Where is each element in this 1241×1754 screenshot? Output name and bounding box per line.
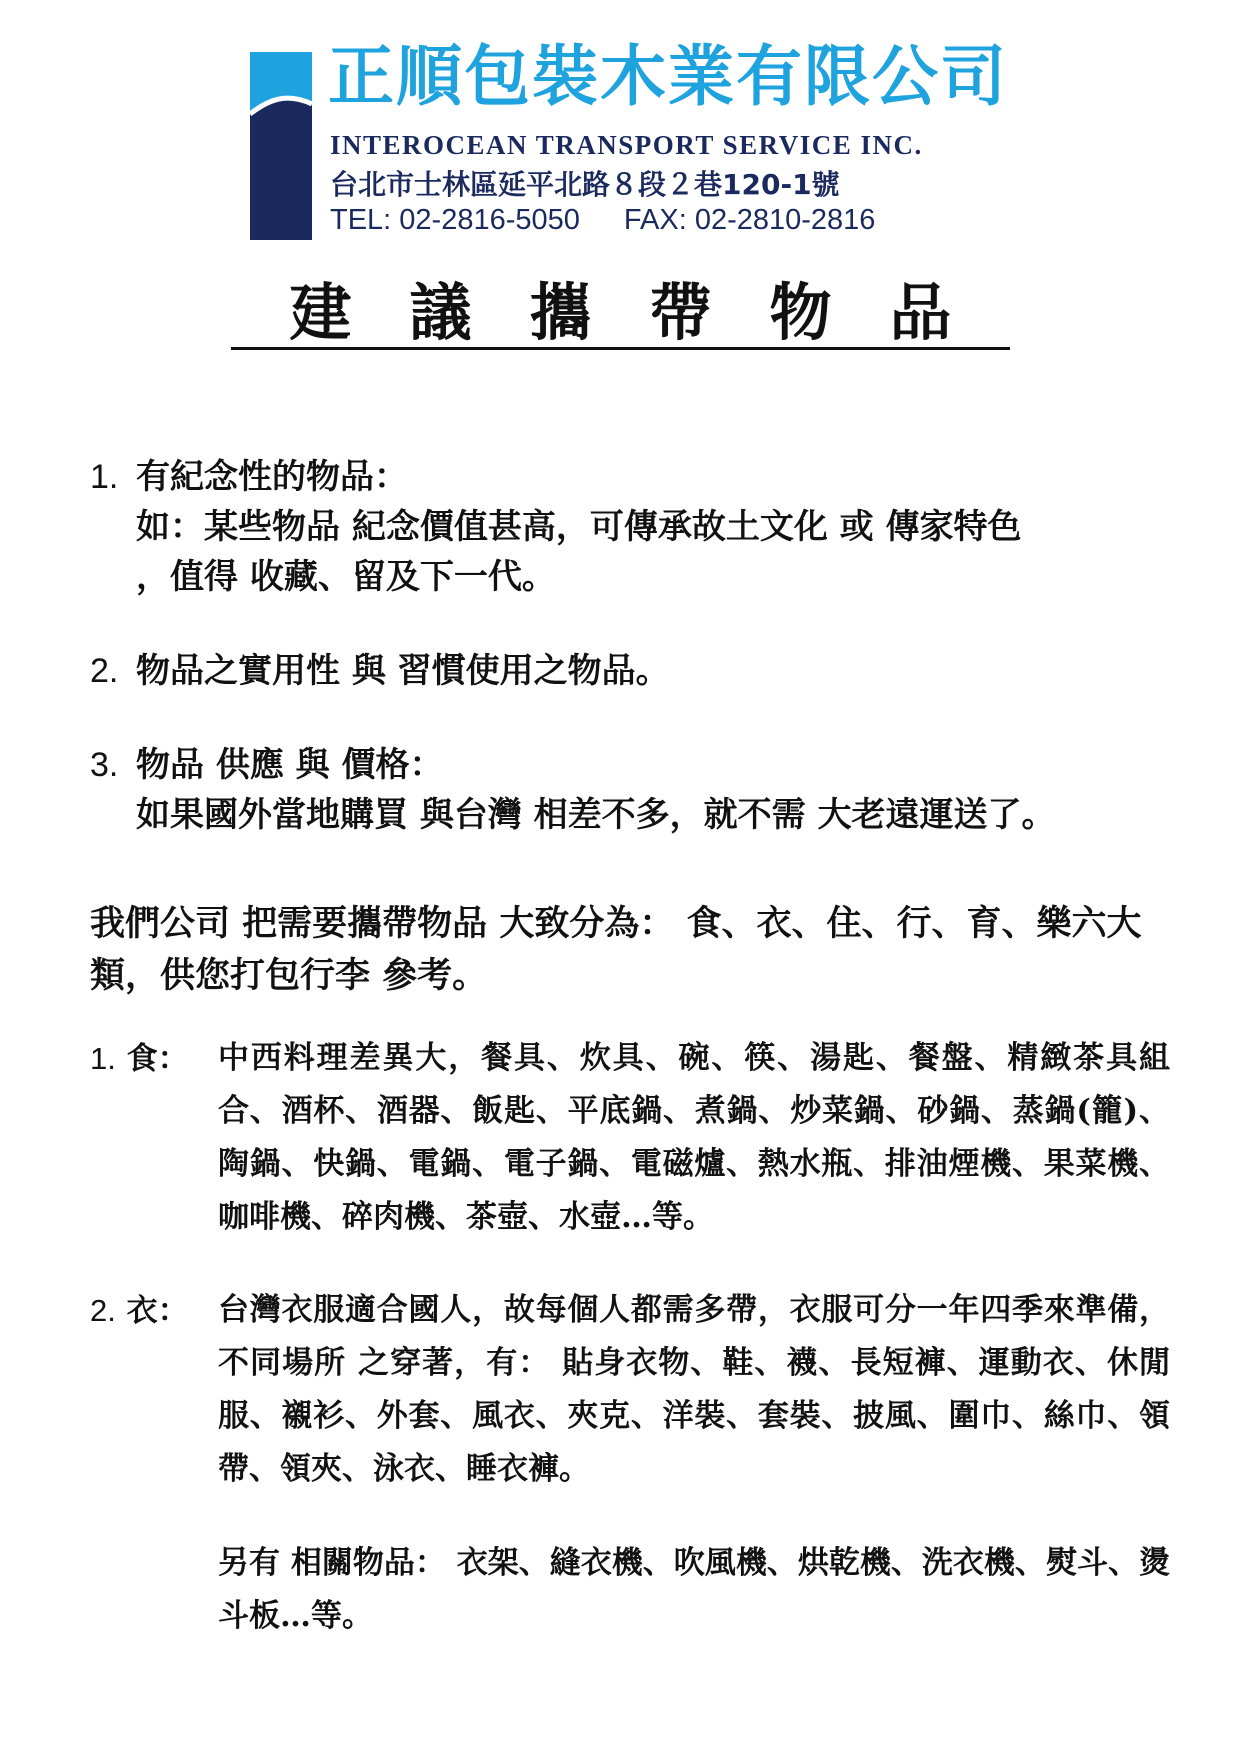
company-name-chinese: 正順包裝木業有限公司 [328,38,1008,115]
category-heading [90,1032,189,1086]
company-name-english: INTEROCEAN TRANSPORT SERVICE INC. [330,130,923,160]
category-food [90,1032,1170,1244]
principle-line: 如果國外當地購買 與台灣 相差不多，就不需 大老遠運送了。 [136,795,1056,835]
principle-line: 物品之實用性 與 習慣使用之物品。 [136,651,670,691]
category-text: 台灣衣服適合國人，故每個人都需多帶，衣服可分一年四季來準備，不同場所 之穿著，有： 貼身衣物、鞋、襪、長短褲、運動衣、休閒服、襯衫、外套、風衣、夾克、洋裝、套裝、披風、圍巾、絲巾、領帶、領夾、泳衣、睡衣褲。 [218,1292,1170,1487]
category-clothing [90,1284,1170,1496]
principle-item [90,740,1170,840]
principle-line: 物品 供應 與 價格： [136,745,444,785]
principle-line: ，值得 收藏、留及下一代。 [136,557,556,597]
principle-number: 3. [90,746,119,784]
principle-line: 有紀念性的物品： [136,457,408,497]
principles-list [90,452,1170,884]
principle-item [90,452,1170,602]
category-text: 中西料理差異大，餐具、炊具、碗、筷、湯匙、餐盤、精緻茶具組合、酒杯、酒器、飯匙、平底鍋、煮鍋、炒菜鍋、砂鍋、蒸鍋(籠)、陶鍋、快鍋、電鍋、電子鍋、電磁爐、熱水瓶、排油煙機、果菜機、咖啡機、碎肉機、茶壺、水壺…等。 [218,1040,1170,1235]
principle-line: 如：某些物品 紀念價值甚高，可傳承故土文化 或 傳家特色 [136,507,1022,547]
telephone: TEL: 02-2816-5050 [330,204,580,236]
company-logo-mark [250,52,312,240]
principle-number: 1. [90,458,119,496]
category-extra-text: 另有 相關物品： 衣架、縫衣機、吹風機、烘乾機、洗衣機、熨斗、燙斗板…等。 [218,1545,1170,1634]
document-title [0,278,1241,350]
category-number: 1. [90,1041,116,1076]
category-heading [90,1284,189,1338]
category-number: 2. [90,1293,116,1328]
fax: FAX: 02-2810-2816 [623,204,876,236]
contact-row [330,204,875,237]
category-label: 食： [126,1041,189,1077]
document-title-text: 建議攜帶物品 [231,278,1009,350]
principle-number: 2. [90,652,119,690]
company-address: 台北市士林區延平北路８段２巷120-1號 [330,168,840,201]
category-label: 衣： [126,1293,189,1329]
category-clothing-extra [90,1537,1170,1643]
principle-item [90,646,1170,696]
intro-paragraph: 我們公司 把需要攜帶物品 大致分為： 食、衣、住、行、育、樂六大類，供您打包行李 參考。 [90,903,1142,996]
